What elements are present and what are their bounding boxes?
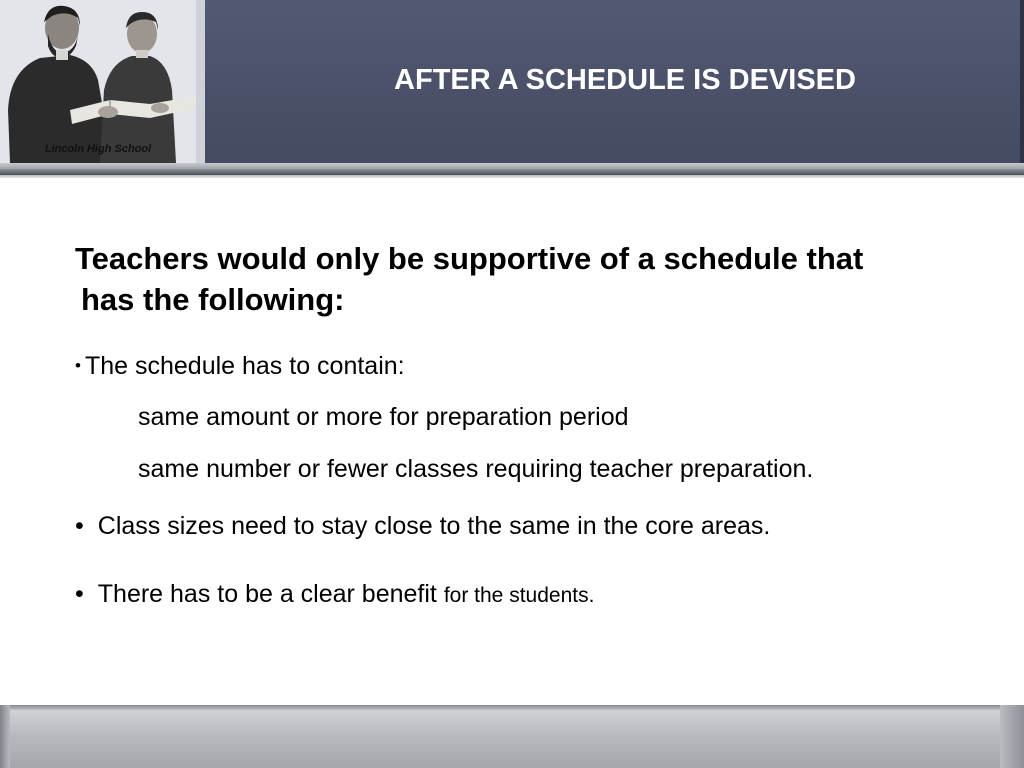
bullet-schedule-contain [75,352,405,381]
slide-heading [75,238,975,320]
sub-item-fewer-classes: same number or fewer classes requiring teacher preparation. [138,455,814,483]
sub-item-preparation-period: same amount or more for preparation period [138,403,629,431]
bullet-text-tail: for the students. [443,584,595,607]
logo-caption: Lincoln High School [44,143,152,155]
footer-top-edge [0,705,1024,710]
footer-right-edge [1000,705,1024,768]
slide-title: AFTER A SCHEDULE IS DEVISED [394,64,856,96]
bullet-dot-icon: • [75,356,81,375]
footer-left-edge [0,705,10,768]
footer-bar [0,705,1024,768]
bullet-text: The schedule has to contain: [84,352,405,380]
bullet-dot-icon: • [75,580,84,608]
bullet-dot-icon: • [75,512,84,540]
bullet-clear-benefit [75,580,594,609]
bullet-text: Class sizes need to stay close to the same in the core areas. [97,512,771,540]
heading-line-2: has the following: [81,282,345,317]
heading-line-1: Teachers would only be supportive of a schedule that [75,241,864,276]
bullet-text: There has to be a clear benefit [97,580,437,608]
bullet-class-sizes [75,512,770,541]
